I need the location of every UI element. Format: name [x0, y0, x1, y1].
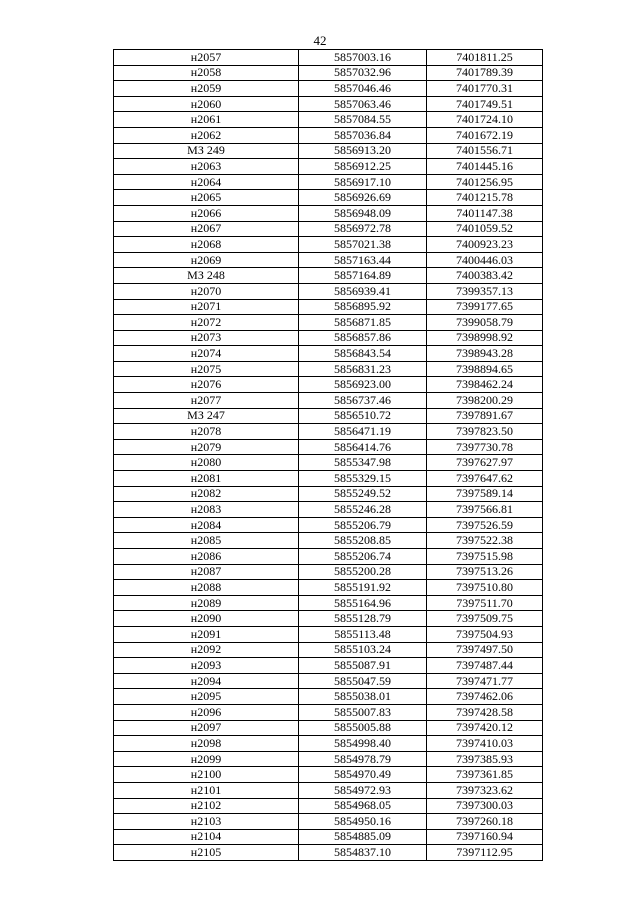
- y-coordinate-cell: 7397487.44: [427, 658, 543, 674]
- point-name-cell: н2082: [114, 486, 299, 502]
- x-coordinate-cell: 5854970.49: [299, 767, 427, 783]
- table-row: [114, 65, 543, 81]
- table-row: [114, 221, 543, 237]
- y-coordinate-cell: 7398200.29: [427, 393, 543, 409]
- y-coordinate-cell: 7397471.77: [427, 673, 543, 689]
- table-row: [114, 377, 543, 393]
- point-name-cell: н2092: [114, 642, 299, 658]
- y-coordinate-cell: 7397511.70: [427, 595, 543, 611]
- y-coordinate-cell: 7398462.24: [427, 377, 543, 393]
- point-name-cell: МЗ 247: [114, 408, 299, 424]
- x-coordinate-cell: 5856737.46: [299, 393, 427, 409]
- y-coordinate-cell: 7397323.62: [427, 782, 543, 798]
- y-coordinate-cell: 7397589.14: [427, 486, 543, 502]
- x-coordinate-cell: 5855047.59: [299, 673, 427, 689]
- x-coordinate-cell: 5855005.88: [299, 720, 427, 736]
- table-row: [114, 205, 543, 221]
- point-name-cell: н2083: [114, 502, 299, 518]
- point-name-cell: н2099: [114, 751, 299, 767]
- point-name-cell: МЗ 248: [114, 268, 299, 284]
- x-coordinate-cell: 5855246.28: [299, 502, 427, 518]
- x-coordinate-cell: 5854972.93: [299, 782, 427, 798]
- point-name-cell: н2071: [114, 299, 299, 315]
- x-coordinate-cell: 5856912.25: [299, 159, 427, 175]
- y-coordinate-cell: 7397420.12: [427, 720, 543, 736]
- point-name-cell: н2089: [114, 595, 299, 611]
- x-coordinate-cell: 5856510.72: [299, 408, 427, 424]
- point-name-cell: н2104: [114, 829, 299, 845]
- x-coordinate-cell: 5855038.01: [299, 689, 427, 705]
- point-name-cell: н2064: [114, 174, 299, 190]
- x-coordinate-cell: 5855087.91: [299, 658, 427, 674]
- y-coordinate-cell: 7397497.50: [427, 642, 543, 658]
- table-row: [114, 658, 543, 674]
- point-name-cell: н2085: [114, 533, 299, 549]
- table-row: [114, 704, 543, 720]
- y-coordinate-cell: 7398943.28: [427, 346, 543, 362]
- y-coordinate-cell: 7401724.10: [427, 112, 543, 128]
- y-coordinate-cell: 7399177.65: [427, 299, 543, 315]
- table-row: [114, 190, 543, 206]
- table-row: [114, 549, 543, 565]
- point-name-cell: н2063: [114, 159, 299, 175]
- page-number: 42: [313, 33, 327, 48]
- y-coordinate-cell: 7397627.97: [427, 455, 543, 471]
- table-row: [114, 96, 543, 112]
- y-coordinate-cell: 7397361.85: [427, 767, 543, 783]
- table-row: [114, 330, 543, 346]
- point-name-cell: н2074: [114, 346, 299, 362]
- y-coordinate-cell: 7397510.80: [427, 580, 543, 596]
- table-row: [114, 595, 543, 611]
- point-name-cell: н2100: [114, 767, 299, 783]
- table-row: [114, 408, 543, 424]
- x-coordinate-cell: 5855208.85: [299, 533, 427, 549]
- coordinates-table: [113, 49, 543, 861]
- table-row: [114, 611, 543, 627]
- y-coordinate-cell: 7397428.58: [427, 704, 543, 720]
- y-coordinate-cell: 7397522.38: [427, 533, 543, 549]
- x-coordinate-cell: 5854837.10: [299, 845, 427, 861]
- point-name-cell: н2102: [114, 798, 299, 814]
- table-row: [114, 673, 543, 689]
- table-row: [114, 533, 543, 549]
- table-row: [114, 767, 543, 783]
- point-name-cell: н2057: [114, 50, 299, 66]
- point-name-cell: н2086: [114, 549, 299, 565]
- y-coordinate-cell: 7400383.42: [427, 268, 543, 284]
- x-coordinate-cell: 5856895.92: [299, 299, 427, 315]
- x-coordinate-cell: 5857036.84: [299, 127, 427, 143]
- point-name-cell: н2094: [114, 673, 299, 689]
- table-row: [114, 439, 543, 455]
- x-coordinate-cell: 5856471.19: [299, 424, 427, 440]
- point-name-cell: н2080: [114, 455, 299, 471]
- point-name-cell: н2072: [114, 315, 299, 331]
- table-row: [114, 829, 543, 845]
- x-coordinate-cell: 5857021.38: [299, 237, 427, 253]
- y-coordinate-cell: 7401445.16: [427, 159, 543, 175]
- x-coordinate-cell: 5856913.20: [299, 143, 427, 159]
- table-row: [114, 159, 543, 175]
- point-name-cell: н2058: [114, 65, 299, 81]
- y-coordinate-cell: 7399357.13: [427, 283, 543, 299]
- point-name-cell: н2097: [114, 720, 299, 736]
- table-row: [114, 174, 543, 190]
- point-name-cell: н2079: [114, 439, 299, 455]
- x-coordinate-cell: 5856923.00: [299, 377, 427, 393]
- point-name-cell: н2093: [114, 658, 299, 674]
- point-name-cell: н2059: [114, 81, 299, 97]
- point-name-cell: н2073: [114, 330, 299, 346]
- point-name-cell: н2084: [114, 517, 299, 533]
- x-coordinate-cell: 5855206.79: [299, 517, 427, 533]
- table-row: [114, 268, 543, 284]
- y-coordinate-cell: 7401811.25: [427, 50, 543, 66]
- x-coordinate-cell: 5857032.96: [299, 65, 427, 81]
- y-coordinate-cell: 7401770.31: [427, 81, 543, 97]
- y-coordinate-cell: 7397730.78: [427, 439, 543, 455]
- point-name-cell: н2103: [114, 814, 299, 830]
- x-coordinate-cell: 5857164.89: [299, 268, 427, 284]
- point-name-cell: н2065: [114, 190, 299, 206]
- y-coordinate-cell: 7401215.78: [427, 190, 543, 206]
- point-name-cell: н2101: [114, 782, 299, 798]
- y-coordinate-cell: 7397891.67: [427, 408, 543, 424]
- y-coordinate-cell: 7397260.18: [427, 814, 543, 830]
- y-coordinate-cell: 7397410.03: [427, 736, 543, 752]
- point-name-cell: н2105: [114, 845, 299, 861]
- x-coordinate-cell: 5856871.85: [299, 315, 427, 331]
- point-name-cell: н2090: [114, 611, 299, 627]
- point-name-cell: МЗ 249: [114, 143, 299, 159]
- table-row: [114, 81, 543, 97]
- x-coordinate-cell: 5856843.54: [299, 346, 427, 362]
- table-row: [114, 143, 543, 159]
- table-row: [114, 393, 543, 409]
- point-name-cell: н2068: [114, 237, 299, 253]
- x-coordinate-cell: 5855347.98: [299, 455, 427, 471]
- x-coordinate-cell: 5855249.52: [299, 486, 427, 502]
- x-coordinate-cell: 5857084.55: [299, 112, 427, 128]
- point-name-cell: н2070: [114, 283, 299, 299]
- x-coordinate-cell: 5855007.83: [299, 704, 427, 720]
- x-coordinate-cell: 5856414.76: [299, 439, 427, 455]
- y-coordinate-cell: 7397647.62: [427, 471, 543, 487]
- y-coordinate-cell: 7397160.94: [427, 829, 543, 845]
- point-name-cell: н2096: [114, 704, 299, 720]
- x-coordinate-cell: 5856926.69: [299, 190, 427, 206]
- point-name-cell: н2091: [114, 626, 299, 642]
- x-coordinate-cell: 5855113.48: [299, 626, 427, 642]
- y-coordinate-cell: 7401672.19: [427, 127, 543, 143]
- table-row: [114, 471, 543, 487]
- x-coordinate-cell: 5855329.15: [299, 471, 427, 487]
- x-coordinate-cell: 5855206.74: [299, 549, 427, 565]
- table-row: [114, 486, 543, 502]
- table-row: [114, 580, 543, 596]
- y-coordinate-cell: 7397504.93: [427, 626, 543, 642]
- y-coordinate-cell: 7401256.95: [427, 174, 543, 190]
- y-coordinate-cell: 7397385.93: [427, 751, 543, 767]
- table-row: [114, 642, 543, 658]
- x-coordinate-cell: 5856917.10: [299, 174, 427, 190]
- table-row: [114, 502, 543, 518]
- y-coordinate-cell: 7397112.95: [427, 845, 543, 861]
- x-coordinate-cell: 5855191.92: [299, 580, 427, 596]
- y-coordinate-cell: 7400923.23: [427, 237, 543, 253]
- x-coordinate-cell: 5855200.28: [299, 564, 427, 580]
- y-coordinate-cell: 7397462.06: [427, 689, 543, 705]
- point-name-cell: н2062: [114, 127, 299, 143]
- x-coordinate-cell: 5856972.78: [299, 221, 427, 237]
- point-name-cell: н2095: [114, 689, 299, 705]
- table-row: [114, 845, 543, 861]
- y-coordinate-cell: 7401556.71: [427, 143, 543, 159]
- table-row: [114, 112, 543, 128]
- coordinates-table-body: [114, 50, 543, 861]
- y-coordinate-cell: 7397513.26: [427, 564, 543, 580]
- y-coordinate-cell: 7398894.65: [427, 361, 543, 377]
- table-row: [114, 283, 543, 299]
- x-coordinate-cell: 5855103.24: [299, 642, 427, 658]
- point-name-cell: н2078: [114, 424, 299, 440]
- y-coordinate-cell: 7397526.59: [427, 517, 543, 533]
- y-coordinate-cell: 7401789.39: [427, 65, 543, 81]
- x-coordinate-cell: 5856857.86: [299, 330, 427, 346]
- y-coordinate-cell: 7397300.03: [427, 798, 543, 814]
- x-coordinate-cell: 5854885.09: [299, 829, 427, 845]
- x-coordinate-cell: 5857046.46: [299, 81, 427, 97]
- table-row: [114, 736, 543, 752]
- point-name-cell: н2098: [114, 736, 299, 752]
- table-row: [114, 127, 543, 143]
- table-row: [114, 751, 543, 767]
- x-coordinate-cell: 5856939.41: [299, 283, 427, 299]
- table-row: [114, 346, 543, 362]
- x-coordinate-cell: 5857063.46: [299, 96, 427, 112]
- table-row: [114, 252, 543, 268]
- point-name-cell: н2076: [114, 377, 299, 393]
- x-coordinate-cell: 5857163.44: [299, 252, 427, 268]
- point-name-cell: н2067: [114, 221, 299, 237]
- point-name-cell: н2069: [114, 252, 299, 268]
- y-coordinate-cell: 7401147.38: [427, 205, 543, 221]
- x-coordinate-cell: 5857003.16: [299, 50, 427, 66]
- point-name-cell: н2061: [114, 112, 299, 128]
- table-row: [114, 517, 543, 533]
- y-coordinate-cell: 7397823.50: [427, 424, 543, 440]
- table-row: [114, 455, 543, 471]
- x-coordinate-cell: 5854998.40: [299, 736, 427, 752]
- x-coordinate-cell: 5855164.96: [299, 595, 427, 611]
- x-coordinate-cell: 5856948.09: [299, 205, 427, 221]
- point-name-cell: н2066: [114, 205, 299, 221]
- table-row: [114, 361, 543, 377]
- y-coordinate-cell: 7399058.79: [427, 315, 543, 331]
- table-row: [114, 798, 543, 814]
- point-name-cell: н2077: [114, 393, 299, 409]
- x-coordinate-cell: 5856831.23: [299, 361, 427, 377]
- y-coordinate-cell: 7397509.75: [427, 611, 543, 627]
- table-row: [114, 299, 543, 315]
- table-row: [114, 689, 543, 705]
- y-coordinate-cell: 7400446.03: [427, 252, 543, 268]
- table-row: [114, 782, 543, 798]
- table-row: [114, 237, 543, 253]
- table-row: [114, 720, 543, 736]
- table-row: [114, 50, 543, 66]
- table-row: [114, 626, 543, 642]
- table-row: [114, 315, 543, 331]
- point-name-cell: н2081: [114, 471, 299, 487]
- point-name-cell: н2060: [114, 96, 299, 112]
- y-coordinate-cell: 7401749.51: [427, 96, 543, 112]
- y-coordinate-cell: 7397515.98: [427, 549, 543, 565]
- table-row: [114, 564, 543, 580]
- point-name-cell: н2087: [114, 564, 299, 580]
- point-name-cell: н2088: [114, 580, 299, 596]
- x-coordinate-cell: 5854950.16: [299, 814, 427, 830]
- y-coordinate-cell: 7398998.92: [427, 330, 543, 346]
- x-coordinate-cell: 5854978.79: [299, 751, 427, 767]
- x-coordinate-cell: 5854968.05: [299, 798, 427, 814]
- y-coordinate-cell: 7401059.52: [427, 221, 543, 237]
- table-row: [114, 814, 543, 830]
- table-row: [114, 424, 543, 440]
- x-coordinate-cell: 5855128.79: [299, 611, 427, 627]
- point-name-cell: н2075: [114, 361, 299, 377]
- y-coordinate-cell: 7397566.81: [427, 502, 543, 518]
